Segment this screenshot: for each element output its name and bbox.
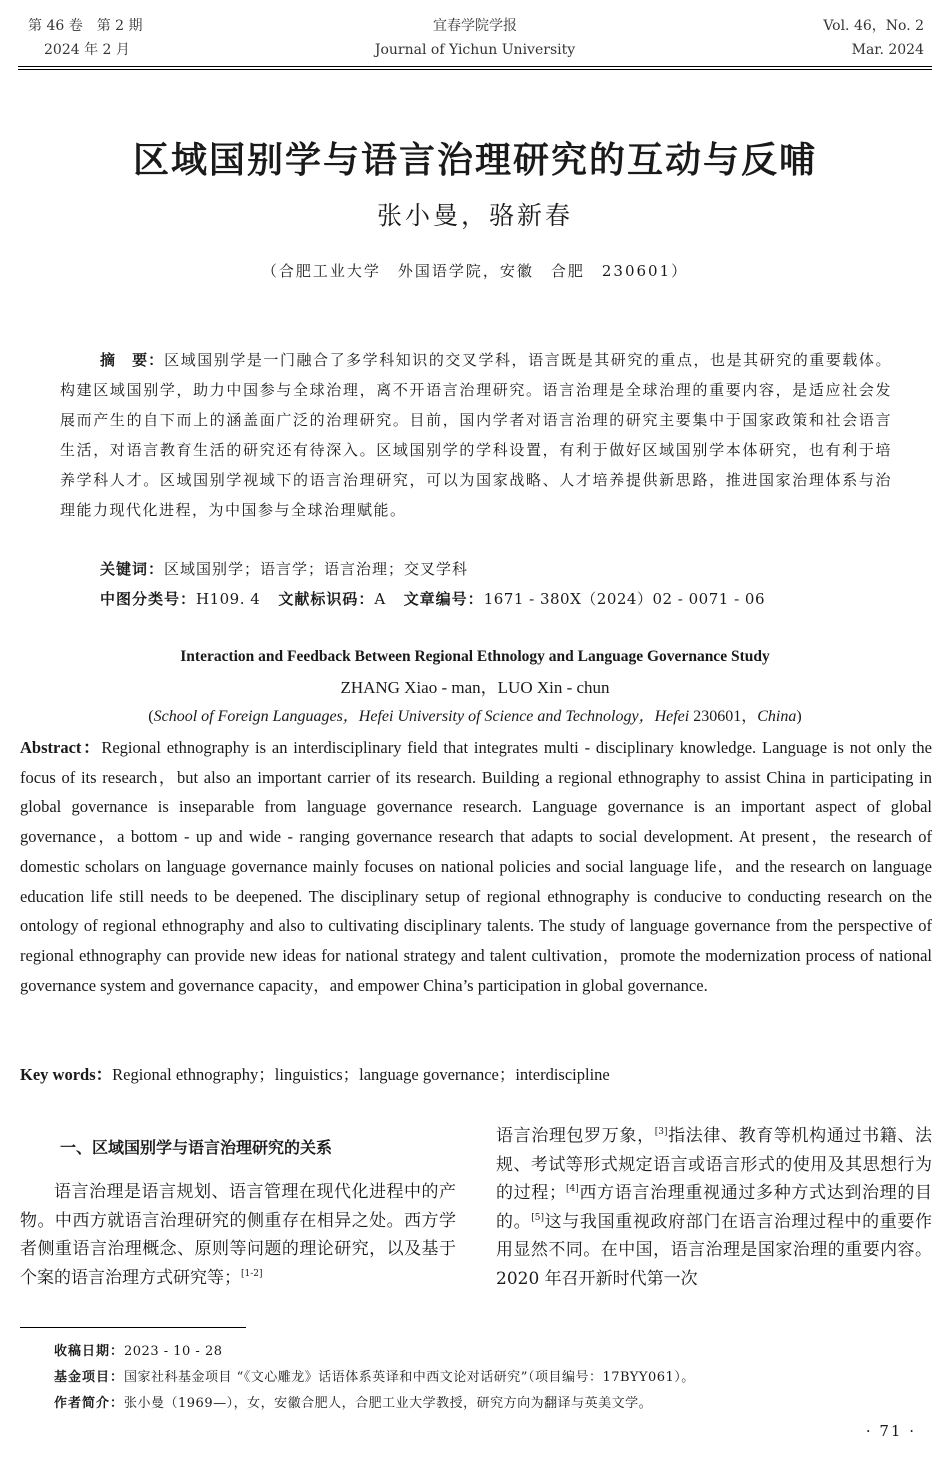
running-header-right: [823, 14, 924, 62]
english-abstract: [20, 733, 932, 1000]
page-number: · 71 ·: [865, 1422, 916, 1440]
english-title: Interaction and Feedback Between Regional Ethnology and Language Governance Study: [180, 648, 770, 665]
doc-code-value: A: [374, 590, 386, 608]
running-header-center: [0, 14, 950, 62]
english-affiliation-institution: School of Foreign Languages，Hefei University of Science and Technology，Hefei: [153, 708, 690, 725]
article-authors: 张小曼，骆新春: [376, 201, 573, 230]
footnote-author-value: 张小曼（1969—），女，安徽合肥人，合肥工业大学教授，研究方向为翻译与英美文学。: [124, 1396, 653, 1411]
keywords-cn-text: 区域国别学；语言学；语言治理；交叉学科: [164, 560, 469, 578]
body-paragraph: [20, 1178, 456, 1292]
english-keywords: [20, 1062, 932, 1088]
footnote-received-label: 收稿日期：: [54, 1344, 125, 1359]
citation-ref[interactable]: [3]: [654, 1127, 668, 1137]
article-affiliation: （合肥工业大学 外国语学院，安徽 合肥 230601）: [261, 262, 689, 280]
footnote-fund-value: 国家社科基金项目 “《文心雕龙》话语体系英译和中西文论对话研究”（项目编号：17BYY061）。: [124, 1370, 695, 1385]
citation-ref[interactable]: [1-2]: [241, 1268, 263, 1279]
keywords-cn: [100, 555, 468, 583]
english-authors: ZHANG Xiao - man，LUO Xin - chun: [340, 678, 610, 697]
article-number-value: 1671 - 380X（2024）02 - 0071 - 06: [483, 590, 766, 608]
footnote-received: [54, 1341, 223, 1363]
publication-date-cn: 2024 年 2 月: [44, 42, 130, 58]
english-affiliation: (School of Foreign Languages，Hefei University of Science and Technology，Hefei 230601，China): [148, 708, 802, 725]
abstract-cn-text: 区域国别学是一门融合了多学科知识的交叉学科，语言既是其研究的重点，也是其研究的重要载体。构建区域国别学，助力中国参与全球治理，离不开语言治理研究。语言治理是全球治理的重要内容，是适应社会发展而产生的自下而上的涵盖面广泛的治理研究。目前，国内学者对语言治理的研究主要集中于国家政策和社会语言生活，对语言教育生活的研究还有待深入。区域国别学的学科设置，有利于做好区域国别学本体研究，也有利于培养学科人才。区域国别学视域下的语言治理研究，可以为国家战略、人才培养提供新思路，推进国家治理体系与治理能力现代化进程，为中国参与全球治理赋能。: [60, 351, 892, 519]
english-abstract-text: Regional ethnography is an interdisciplinary field that integrates multi - disciplinary knowledge. Language is not only the focus of its research，but also an important carrier of its research. Building a regional ethnography to assist China in participating in global governance is inseparable from language governance research. Language governance is an important aspect of global governance，a bottom - up and wide - ranging governance research that adapts to social development. At present，the research of domestic scholars on language governance mainly focuses on national policies and social language life，and the research on language education life still needs to be deepened. The disciplinary setup of regional ethnography is conducive to conducting research on the ontology of regional ethnography and also to cultivating disciplinary talents. The study of language governance from the perspective of regional ethnography can provide new ideas for national strategy and talent cultivation，promote the modernization process of national governance system and governance capacity，and empower China’s participation in global governance.: [20, 738, 932, 995]
body-column-right: [496, 1122, 932, 1293]
footnote-author-label: 作者简介：: [54, 1396, 125, 1411]
abstract-cn-label: 摘 要：: [100, 351, 165, 369]
citation-ref[interactable]: [5]: [531, 1212, 545, 1223]
body-column-left: [20, 1122, 456, 1292]
journal-name-en: Journal of Yichun University: [374, 42, 576, 58]
volume-issue: 第 46 卷 第 2 期: [28, 18, 143, 34]
clc-label: 中图分类号：: [100, 590, 197, 608]
body-right-text: 这与我国重视政府部门在语言治理过程中的重要作用显然不同。在中国，语言治理是国家治理的重要内容。2020 年召开新时代第一次: [496, 1211, 933, 1289]
article-number-label: 文章编号：: [403, 590, 484, 608]
abstract-cn: [60, 345, 892, 525]
header-rule-bottom: [18, 69, 932, 70]
citation-ref[interactable]: [4]: [566, 1184, 579, 1194]
body-right-text: 西方语言治理重视通过多种方式达到治理的目的。: [496, 1183, 933, 1232]
english-abstract-label: Abstract：: [20, 738, 102, 757]
body-left-text: 语言治理是语言规划、语言管理在现代化进程中的产物。中西方就语言治理研究的侧重存在相异之处。西方学者侧重语言治理概念、原则等问题的理论研究，以及基于个案的语言治理方式研究等；: [20, 1182, 456, 1288]
footnote-rule: [20, 1327, 246, 1328]
journal-name-cn: 宜春学院学报: [433, 18, 517, 34]
english-keywords-label: Key words：: [20, 1065, 113, 1084]
body-right-text: 语言治理包罗万象，: [496, 1126, 655, 1146]
body-paragraph-continued: [496, 1122, 932, 1293]
doc-code-label: 文献标识码：: [278, 590, 375, 608]
section-heading: 一、区域国别学与语言治理研究的关系: [60, 1138, 333, 1157]
footnote-received-value: 2023 - 10 - 28: [124, 1344, 223, 1359]
classification-line: [100, 585, 765, 613]
english-keywords-text: Regional ethnography；linguistics；language governance；interdiscipline: [112, 1065, 610, 1084]
english-affiliation-country: China: [757, 708, 797, 725]
clc-value: H109. 4: [196, 590, 261, 608]
article-title: 区域国别学与语言治理研究的互动与反哺: [132, 139, 817, 181]
keywords-cn-label: 关键词：: [100, 560, 165, 578]
volume-en: Vol. 46，No. 2: [823, 18, 924, 34]
body-right-text: 指法律、教育等机构通过书籍、法规、考试等形式规定语言或语言形式的使用及其思想行为的过程；: [496, 1126, 932, 1203]
english-affiliation-postcode: 230601，: [693, 708, 758, 725]
footnote-author: [54, 1393, 652, 1415]
header-rule-top: [18, 66, 932, 67]
footnote-fund: [54, 1367, 695, 1389]
publication-date-en: Mar. 2024: [851, 42, 924, 58]
footnote-fund-label: 基金项目：: [54, 1370, 125, 1385]
